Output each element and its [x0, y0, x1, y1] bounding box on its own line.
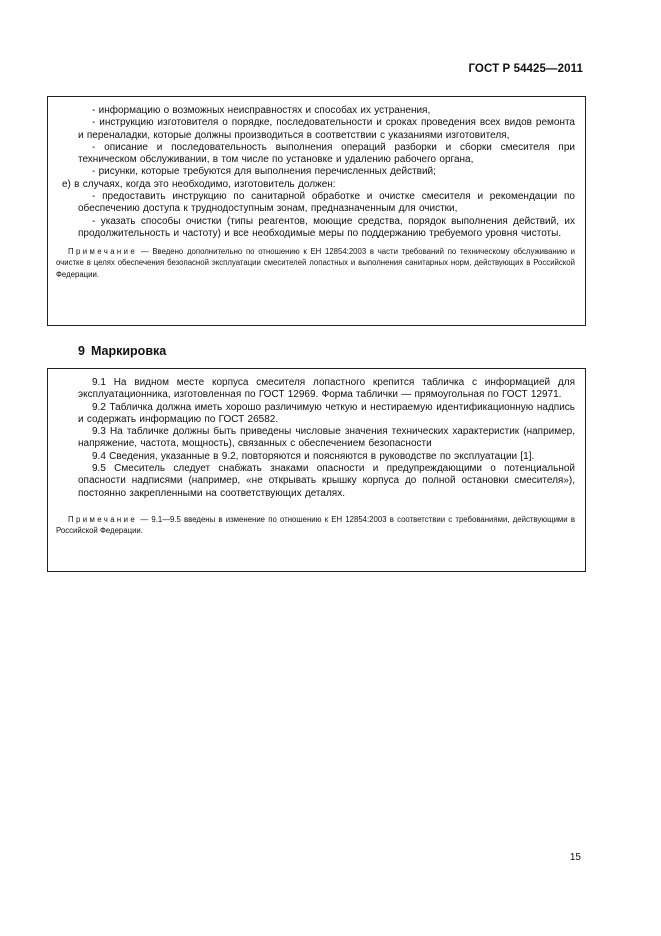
list-item: - описание и последовательность выполнения операций разборки и сборки смесителя при техническом обслуживании, в том числе по установке и удалению рабочего органа, [78, 141, 575, 166]
clause: 9.3 На табличке должны быть приведены числовые значения технических характеристик (например, напряжение, частота, мощность), связанных с обеспечением безопасности [78, 426, 575, 450]
list-item: - информацию о возможных неисправностях и способах их устранения, [92, 105, 431, 116]
note [56, 246, 575, 280]
list-item: - указать способы очистки (типы реагентов, моющие средства, порядок выполнения действий, их продолжительность и частоту) и все необходимые меры по поддержанию требуемого уровня чистоты. [78, 215, 575, 239]
page-number: 15 [569, 852, 581, 863]
document-code: ГОСТ Р 54425—2011 [468, 63, 583, 75]
clause: 9.1 На видном месте корпуса смесителя лопастного крепится табличка с информацией для эксплуатационника, изготовленная по ГОСТ 12969. Форма таблички — прямоугольная по ГОСТ 12971. [78, 377, 575, 401]
list-item: - инструкцию изготовителя о порядке, последовательности и сроках проведения всех видов ремонта и переналадки, которые должны производиться в соответствии с указаниями изготовителя, [78, 117, 575, 141]
framed-text-block-requirements [47, 96, 586, 326]
section-title: Маркировка [90, 344, 167, 358]
list-item-e: е) в случаях, когда это необходимо, изготовитель должен: [62, 178, 336, 190]
note-label: Примечание [68, 247, 138, 257]
list-item: - предоставить инструкцию по санитарной обработке и очистке смесителя и рекомендации по обеспечению доступа к труднодоступным зонам, предназначенным для очистки, [78, 191, 575, 215]
note [56, 514, 575, 536]
note-label: Примечание [68, 514, 138, 524]
clause: 9.4 Сведения, указанные в 9.2, повторяются и поясняются в руководстве по эксплуатации [1]. [92, 450, 535, 462]
list-item: - рисунки, которые требуются для выполнения перечисленных действий; [92, 166, 436, 178]
section-number: 9 [78, 344, 85, 358]
section-heading [78, 344, 166, 358]
clause: 9.5 Смеситель следует снабжать знаками опасности и предупреждающими о потенциальной опасности надписями (например, «не открывать крышку корпуса до полной остановки смесителя»), постоянно закрепленными на соответствующих деталях. [78, 463, 575, 499]
note-text: — Введено дополнительно по отношению к ЕН 12854:2003 в части требований по техническому обслуживанию и очистке в целях обеспечения безопасной эксплуатации смесителей лопастных и выполнения санитарных норм, действующих в Российской Федерации. [56, 247, 575, 279]
framed-text-block-marking [47, 368, 586, 572]
clause: 9.2 Табличка должна иметь хорошо различимую четкую и нестираемую идентификационную надпись и содержать информацию по ГОСТ 26582. [78, 401, 575, 425]
note-text: — 9.1—9.5 введены в изменение по отношению к ЕН 12854:2003 в соответствии с требованиями, действующими в Российской Федерации. [56, 514, 575, 536]
